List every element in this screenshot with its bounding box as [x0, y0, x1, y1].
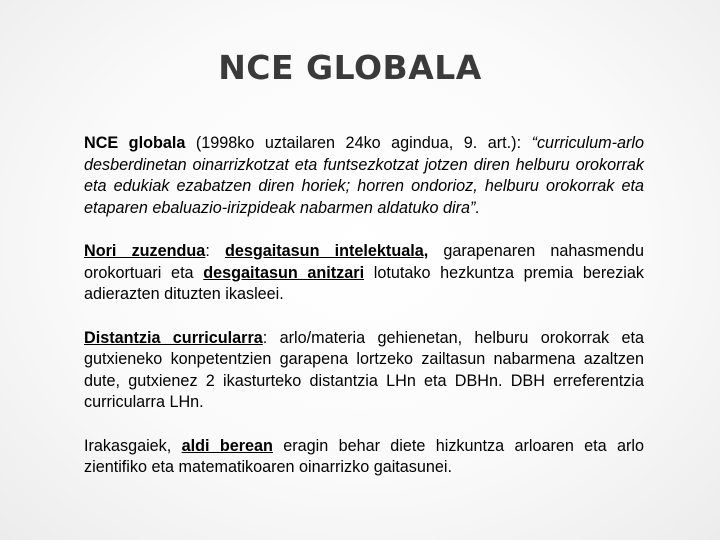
curricular-distance-text: : arlo/materia gehienetan, helburu orokorrak eta gutxieneko konpetentzien garapena lortzeko zailtasun nabarmena azaltzen dute, gutxienez 2 ikasturteko distantzia LHn eta DBHn. DBH erreferentzia curricularra LHn.	[84, 328, 645, 411]
subjects-text-2: eragin behar diete hizkuntza arloaren eta arlo zientifiko eta matematikoaren oinarrizko gaitasunei.	[84, 436, 644, 476]
target-text-1: garapenaren nahasmendu orokortuari eta	[84, 242, 644, 282]
slide-title: NCE GLOBALA	[218, 48, 482, 87]
legal-reference: (1998ko uztailaren 24ko agindua, 9. art.):	[185, 134, 532, 152]
slide-body	[84, 133, 644, 479]
target-text-2: lotutako hezkuntza premia bereziak adierazten dituzten ikasleei.	[84, 263, 645, 303]
subjects-text-1: Irakasgaiek,	[84, 436, 182, 455]
highlight-multiple-disability: desgaitasun anitzari	[203, 263, 365, 282]
highlight-aldi-berean: aldi berean	[181, 436, 273, 455]
term-distantzia-curricularra: Distantzia curricularra	[84, 328, 263, 347]
paragraph-definition	[84, 133, 644, 219]
paragraph-curricular-distance	[84, 328, 644, 414]
term-nori-zuzendua: Nori zuzendua	[84, 242, 206, 260]
term-nce-globala: NCE globala	[84, 134, 186, 152]
paragraph-target	[84, 241, 644, 306]
highlight-intellectual-disability: desgaitasun intelektuala,	[225, 242, 429, 260]
definition-quote: “curriculum-arlo desberdinetan oinarrizkotzat eta funtsezkotzat jotzen diren helburu orokorrak eta edukiak ezabatzen diren horiek; horren ondorioz, helburu orokorrak eta etaparen ebaluazio-irizpideak nabarmen aldatuko dira”.	[84, 134, 645, 217]
colon-text: :	[205, 242, 225, 260]
paragraph-subjects	[84, 436, 644, 479]
